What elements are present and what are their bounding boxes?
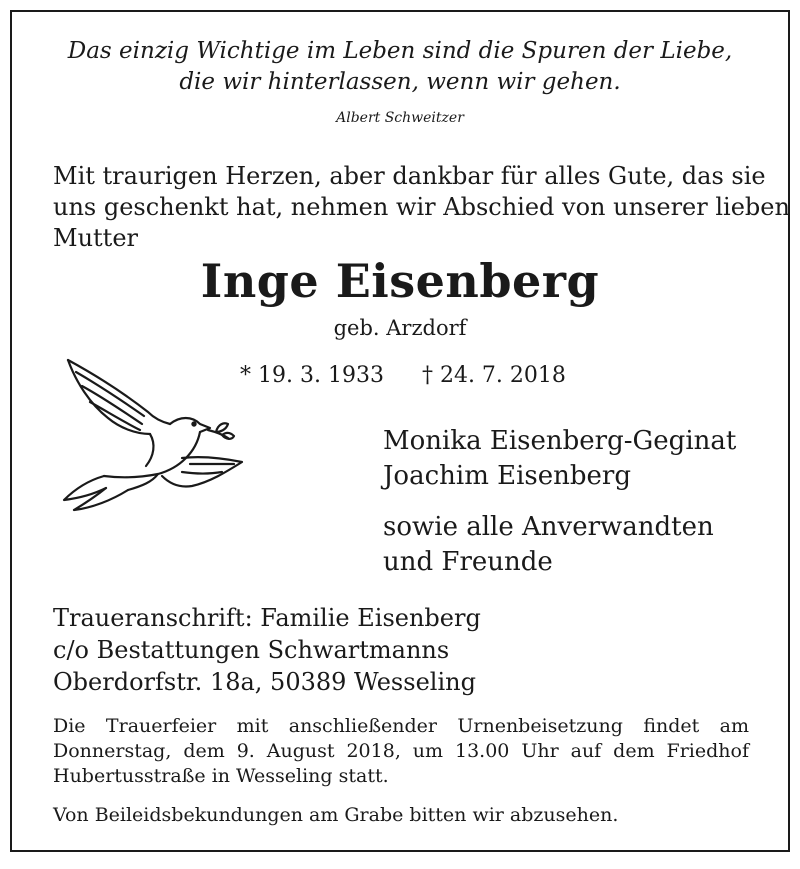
- quote-line-1: Das einzig Wichtige im Leben sind die Spuren der Liebe,: [67, 38, 733, 64]
- address-line-3: Oberdorfstr. 18a, 50389 Wesseling: [53, 668, 476, 696]
- life-dates: [240, 363, 566, 388]
- maiden-name: geb. Arzdorf: [333, 316, 467, 340]
- mourner-line-2: Joachim Eisenberg: [383, 461, 631, 491]
- dove-with-olive-branch-icon: [50, 352, 250, 512]
- deceased-name: Inge Eisenberg: [200, 254, 600, 308]
- address-line-1: Traueranschrift: Familie Eisenberg: [53, 604, 481, 632]
- mourner-line-4: und Freunde: [383, 547, 553, 577]
- intro-line-1: Mit traurigen Herzen, aber dankbar für alles Gute, das sie: [53, 162, 766, 190]
- mourner-line-1: Monika Eisenberg-Geginat: [383, 426, 737, 456]
- address-line-2: c/o Bestattungen Schwartmanns: [53, 636, 450, 664]
- death-date: † 24. 7. 2018: [421, 363, 566, 388]
- birth-date: * 19. 3. 1933: [240, 363, 384, 388]
- service-announcement: Die Trauerfeier mit anschließender Urnenbeisetzung findet am Donnerstag, dem 9. August 2018, um 13.00 Uhr auf dem Friedhof Hubertusstraße in Wesseling statt.: [53, 715, 749, 787]
- intro-line-2: uns geschenkt hat, nehmen wir Abschied von unserer lieben: [53, 193, 790, 221]
- mourner-line-3: sowie alle Anverwandten: [383, 512, 714, 542]
- quote-line-2: die wir hinterlassen, wenn wir gehen.: [179, 69, 621, 95]
- quote-author: Albert Schweitzer: [336, 110, 464, 126]
- closing-note: Von Beileidsbekundungen am Grabe bitten wir abzusehen.: [53, 804, 619, 826]
- intro-line-3: Mutter: [53, 224, 138, 252]
